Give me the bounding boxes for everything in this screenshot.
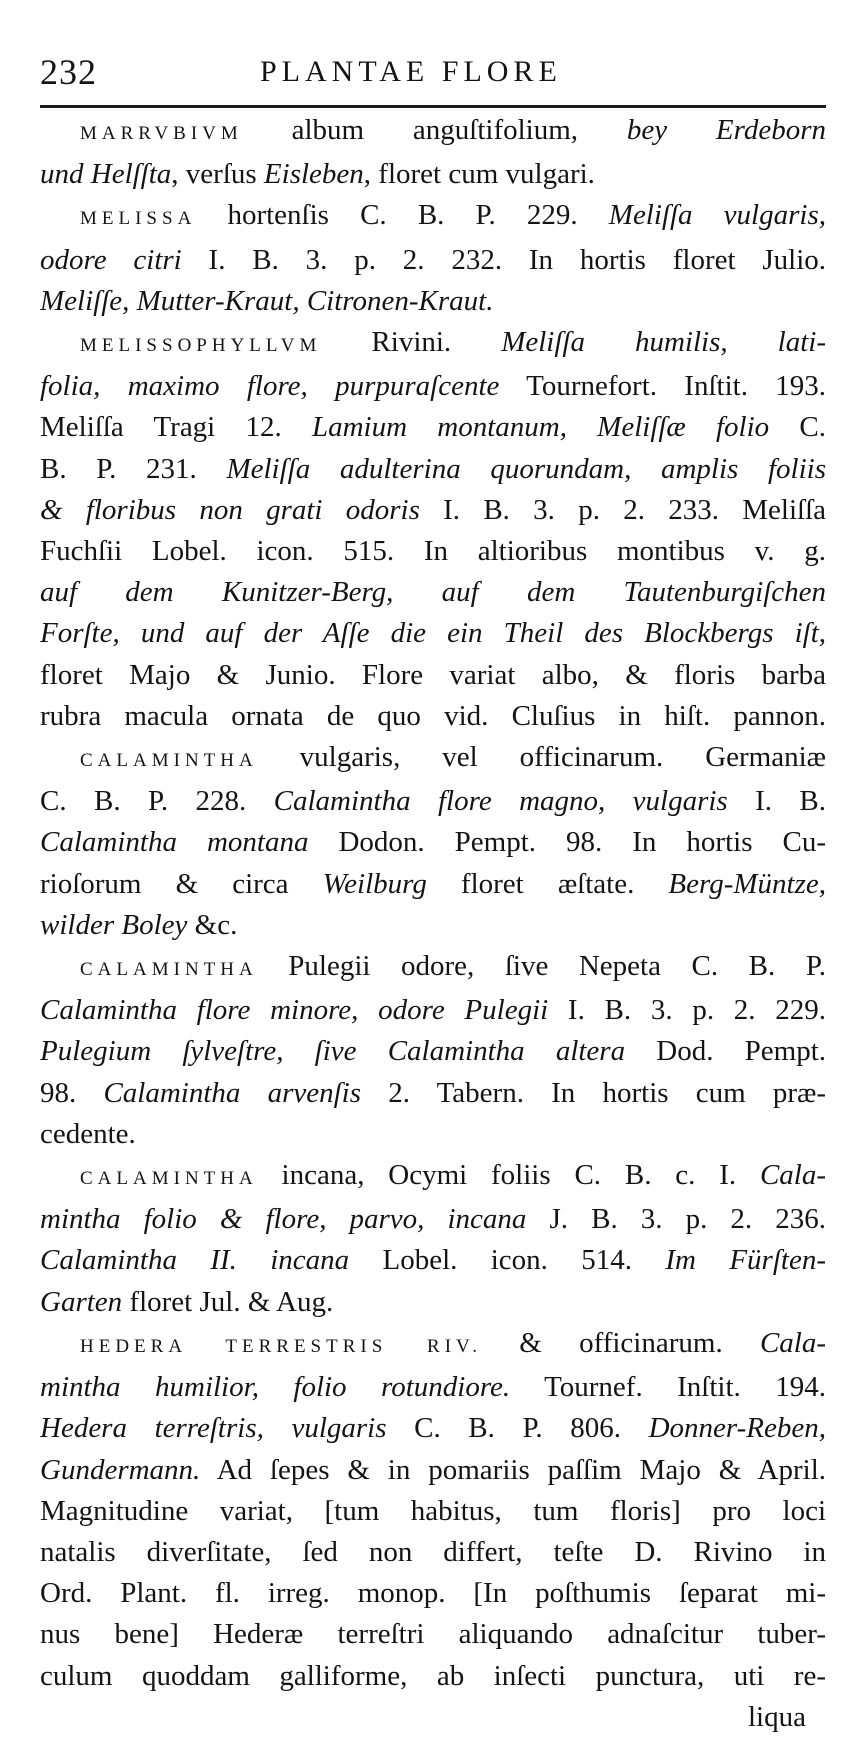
text-line	[40, 1282, 826, 1323]
text-segment: cedente.	[40, 1117, 136, 1150]
text-line	[40, 449, 826, 490]
text-segment: Hedera terreſtris, vulgaris	[40, 1412, 387, 1445]
text-segment: C.	[769, 411, 826, 444]
text-segment: I. B. 3. p. 2. 233. Meliſſa	[419, 493, 826, 526]
text-segment: mintha folio & flore, parvo, incana	[40, 1203, 527, 1236]
text-line	[40, 1656, 826, 1697]
text-line	[40, 905, 826, 946]
text-segment: Calamintha montana	[40, 826, 309, 859]
text-line	[40, 737, 826, 781]
text-segment: Weilburg	[322, 867, 427, 900]
text-line	[40, 195, 826, 239]
text-line	[40, 1532, 826, 1573]
text-segment: mintha humilior, folio rotundiore.	[40, 1371, 511, 1404]
text-line	[40, 1614, 826, 1655]
text-segment: Calamintha flore minore, odore Pulegii	[40, 994, 549, 1027]
text-line	[40, 1491, 826, 1532]
text-line	[40, 366, 826, 407]
header-rule	[40, 105, 826, 108]
plant-name: MELISSA	[80, 208, 197, 230]
text-line	[40, 1697, 826, 1738]
text-segment: Calamintha arvenſis	[103, 1076, 362, 1109]
text-segment: Forſte, und auf der Aſſe die ein Theil des Blockbergs iſt,	[40, 617, 826, 650]
text-segment: rioſorum & circa	[40, 867, 323, 900]
plant-name: HEDERA TERRESTRIS RIV.	[80, 1335, 483, 1357]
text-line	[40, 154, 826, 195]
page-number: 232	[40, 52, 97, 92]
text-segment: B. P. 231.	[40, 452, 227, 485]
text-segment: floret Majo & Junio. Flore variat albo, & floris barba	[40, 658, 826, 691]
text-segment: Lobel. icon. 514.	[349, 1244, 666, 1277]
text-line	[40, 1199, 826, 1240]
text-line	[40, 572, 826, 613]
text-segment: Pulegium ſylveſtre, ſive Calamintha altera	[40, 1035, 626, 1068]
text-segment: &c.	[187, 908, 238, 941]
text-segment: wilder Boley	[40, 908, 188, 941]
text-segment: J. B. 3. p. 2. 236.	[526, 1203, 826, 1236]
text-segment: Gundermann.	[40, 1453, 201, 1486]
text-segment: I. B. 3. p. 2. 229.	[548, 994, 826, 1027]
text-segment: Donner-Reben,	[648, 1412, 826, 1445]
text-line	[40, 1240, 826, 1281]
text-segment: 2. Tabern. In hortis cum præ-	[361, 1076, 826, 1109]
text-line	[40, 822, 826, 863]
text-segment: nus bene] Hederæ terreſtri aliquando adnaſcitur tuber-	[40, 1618, 826, 1651]
text-segment: , verſus	[171, 158, 264, 191]
text-segment: 98.	[40, 1076, 104, 1109]
text-line	[40, 864, 826, 905]
text-segment: Fuchſii Lobel. icon. 515. In altioribus montibus v. g.	[40, 535, 826, 568]
text-segment: Dod. Pempt.	[625, 1035, 826, 1068]
text-segment: Berg-Müntze,	[668, 867, 826, 900]
text-line	[40, 407, 826, 448]
text-segment: culum quoddam galliforme, ab inſecti punctura, uti re-	[40, 1659, 826, 1692]
text-line	[40, 490, 826, 531]
text-line	[40, 531, 826, 572]
text-segment: Tournef. Inſtit. 194.	[510, 1371, 826, 1404]
text-segment: Meliſſe, Mutter-Kraut, Citronen-Kraut.	[40, 284, 494, 317]
text-line	[40, 1323, 826, 1367]
text-line	[40, 696, 826, 737]
plant-name: CALAMINTHA	[80, 750, 258, 772]
text-line	[40, 946, 826, 990]
text-line	[40, 1408, 826, 1449]
text-segment: Ord. Plant. fl. irreg. monop. [In poſthumis ſeparat mi-	[40, 1577, 826, 1610]
text-segment: Im Fürſten-	[665, 1244, 826, 1277]
text-line	[40, 1155, 826, 1199]
text-line	[40, 110, 826, 154]
text-segment: Magnitudine variat, [tum habitus, tum floris] pro loci	[40, 1494, 826, 1527]
text-segment: & officinarum.	[482, 1326, 760, 1359]
text-segment: Meliſſa vulgaris,	[608, 199, 826, 232]
text-segment: folia, maximo flore, purpuraſcente	[40, 370, 500, 403]
text-line	[40, 1031, 826, 1072]
text-segment: bey Erdeborn	[626, 114, 826, 146]
text-segment: Eisleben	[263, 158, 364, 191]
text-segment: und Helſſta	[40, 158, 172, 191]
text-line	[40, 240, 826, 281]
text-segment: Tournefort. Inſtit. 193.	[499, 370, 826, 403]
text-segment: hortenſis C. B. P. 229.	[196, 199, 609, 232]
text-line	[40, 322, 826, 366]
text-line	[40, 990, 826, 1031]
text-segment: natalis diverſitate, ſed non differt, teſte D. Rivino in	[40, 1535, 826, 1568]
text-line	[40, 613, 826, 654]
text-segment: Calamintha flore magno, vulgaris	[273, 785, 728, 818]
text-segment: & floribus non grati odoris	[40, 493, 420, 526]
text-segment: C. B. P. 228.	[40, 785, 274, 818]
text-segment: Ad ſepes & in pomariis paſſim Majo & April.	[200, 1453, 826, 1486]
text-segment: liqua	[748, 1700, 806, 1733]
text-line	[40, 281, 826, 322]
text-segment: Lamium montanum, Meliſſæ folio	[311, 411, 770, 444]
plant-name: MELISSOPHYLLVM	[80, 335, 322, 357]
text-segment: odore citri	[40, 243, 182, 276]
plant-name: MARRVBIVM	[80, 123, 243, 144]
text-segment: , floret cum vulgari.	[363, 158, 595, 191]
text-segment: Calamintha II. incana	[40, 1244, 350, 1277]
text-segment: Pulegii odore, ſive Nepeta C. B. P.	[257, 950, 826, 983]
text-segment: Meliſſa humilis, lati-	[501, 326, 826, 359]
text-segment: auf dem Kunitzer-Berg, auf dem Tautenburgiſchen	[40, 576, 826, 609]
page-header	[40, 45, 826, 95]
text-segment: Cala-	[759, 1159, 826, 1192]
text-segment: Rivini.	[321, 326, 502, 359]
text-line	[40, 655, 826, 696]
running-head: PLANTAE FLORE	[260, 55, 562, 88]
text-segment: rubra macula ornata de quo vid. Cluſius in hiſt. pannon.	[40, 699, 826, 732]
text-segment: Cala-	[759, 1326, 826, 1359]
text-line	[40, 1573, 826, 1614]
text-line	[40, 1367, 826, 1408]
text-line	[40, 781, 826, 822]
text-segment: floret Jul. & Aug.	[122, 1285, 334, 1318]
plant-name: CALAMINTHA	[80, 1168, 258, 1190]
text-segment: Dodon. Pempt. 98. In hortis Cu-	[308, 826, 826, 859]
text-segment: floret æſtate.	[426, 867, 669, 900]
text-segment: Meliſſa adulterina quorundam, amplis foliis	[226, 452, 826, 485]
text-segment: album anguſtifolium,	[242, 114, 627, 146]
text-line	[40, 1114, 826, 1155]
text-segment: Meliſſa Tragi 12.	[40, 411, 312, 444]
plant-name: CALAMINTHA	[80, 959, 258, 981]
text-segment: I. B.	[727, 785, 826, 818]
text-segment: Garten	[40, 1285, 123, 1318]
text-segment: I. B. 3. p. 2. 232. In hortis floret Julio.	[181, 243, 826, 276]
text-segment: vulgaris, vel officinarum. Germaniæ	[257, 741, 826, 774]
page-body	[40, 110, 826, 1738]
text-segment: C. B. P. 806.	[386, 1412, 649, 1445]
text-line	[40, 1450, 826, 1491]
text-line	[40, 1073, 826, 1114]
text-segment: incana, Ocymi foliis C. B. c. I.	[257, 1159, 760, 1192]
